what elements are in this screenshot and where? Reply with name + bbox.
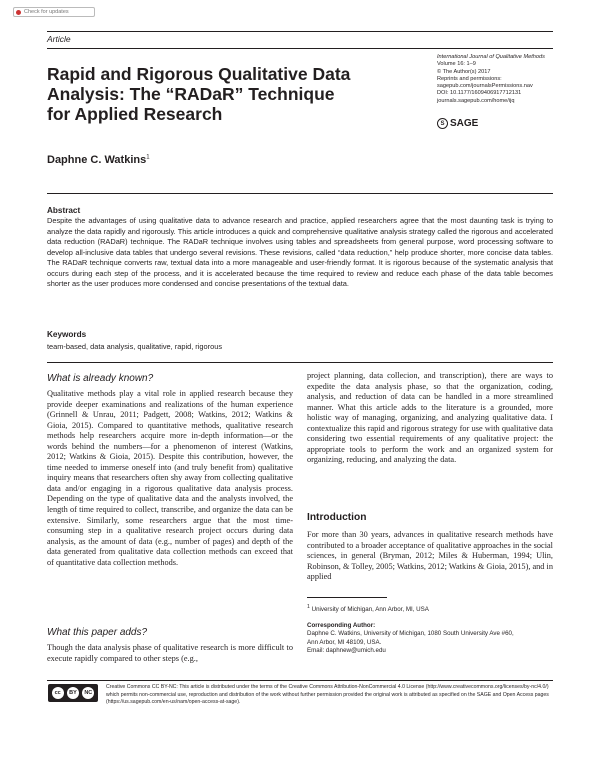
affil-mark: 1 xyxy=(307,604,310,610)
abstract-rule xyxy=(47,193,553,194)
corr-line: Daphne C. Watkins, University of Michigan, 1080 South University Ave #60, xyxy=(307,630,514,638)
abstract-heading: Abstract xyxy=(47,206,81,215)
introduction-heading: Introduction xyxy=(307,512,367,523)
adds-heading: What this paper adds? xyxy=(47,627,148,638)
known-heading: What is already known? xyxy=(47,373,154,384)
adds-text: Though the data analysis phase of qualitative research is more difficult to execute rapidly compared to other steps (e.g., xyxy=(47,643,293,663)
license-rule xyxy=(47,680,553,681)
abstract-text: Despite the advantages of using qualitative data to advance research and practice, applied researchers agree that the most daunting task is trying to analyze the data rapidly and rigorously. This article introduces a quick and comprehensive qualitative analysis strategy called the rigorous and accelerated data reduction (RADaR) technique. The RADaR technique involves using tables and spreadsheets from general purpose, word processing software to develop all-inclusive data tables that undergo several revisions. These revisions, called “data reduction,” help produce shorter, more concise data tables. The RADaR technique converts raw, textual data into a more manageable and user-friendly format. It is rigorous because of the systematic analysis that occurs during each step of the process, and it is accelerated because the time required to review and reduce each phase of the data table becomes shorter as the user produces more condensed and concise presentations of the textual data. xyxy=(47,216,553,288)
corr-heading: Corresponding Author: xyxy=(307,622,376,629)
author-name: Daphne C. Watkins xyxy=(47,154,147,166)
introduction-text: For more than 30 years, advances in qualitative research methods have contributed to a broader acceptance of qualitative approaches in the social sciences, in general (Bryman, 2012; Miles & Huberman, 1994; Ulin, Robinson, & Tolley, 2005; Watkins, 2012; Watkins & Gioia, 2015), and in applied xyxy=(307,530,553,582)
volume: Volume 16: 1–9 xyxy=(437,61,476,68)
title-line: Rapid and Rigorous Qualitative Data xyxy=(47,64,351,84)
author-line xyxy=(47,154,150,166)
sage-logo xyxy=(437,118,478,129)
badge-label: Check for updates xyxy=(24,9,69,15)
journal-name: International Journal of Qualitative Methods xyxy=(437,54,545,60)
article-type-label: Article xyxy=(47,34,71,44)
cc-icon: cc xyxy=(52,687,64,699)
top-rule xyxy=(47,31,553,32)
continued-text: project planning, data collecion, and transcription), there are ways to expedite the data analysis phase, so that the organization, coding, analysis, and reduction of data can be handled in a more streamlined manner. What this article adds to the literature is a grounded, more holistic way of managing, organizing, and analyzing qualitative data. I contextualize this rapid and rigorous strategy for use with qualitative data considering two essential requirements of any qualitative project: the appropriate tools to perform the work and an organized system for organizing, reducing, and analyzing the data. xyxy=(307,371,553,465)
footnote-rule xyxy=(307,597,387,598)
body-rule xyxy=(47,362,553,363)
sage-circle-icon: S xyxy=(437,118,448,129)
corr-line: Ann Arbor, MI 48109, USA. xyxy=(307,638,382,646)
journal-link[interactable]: journals.sagepub.com/home/ijq xyxy=(437,97,515,104)
check-for-updates-badge[interactable] xyxy=(13,7,95,17)
license-text: Creative Commons CC BY-NC: This article is distributed under the terms of the Creative Commons Attribution-NonCommercial 4.0 License (http://www.creativecommons.org/licenses/by-nc/4.0/) which permits non-commercial use, reproduction and distribution of the work without further permission provided the original work is attributed as specified on the SAGE and Open Access pages (https://us.sagepub.com/en-us/nam/open-access-at-sage). xyxy=(106,684,549,706)
cc-license-logo xyxy=(48,684,98,702)
title-line: for Applied Research xyxy=(47,104,223,124)
publisher-name: SAGE xyxy=(450,118,479,129)
journal-meta xyxy=(437,54,557,105)
doi[interactable]: DOI: 10.1177/1609406917712131 xyxy=(437,90,522,97)
update-icon xyxy=(16,10,21,15)
author-affil-mark: 1 xyxy=(146,154,150,161)
article-title xyxy=(47,64,387,124)
corresponding-author xyxy=(307,622,553,656)
known-text: Qualitative methods play a vital role in applied research because they provide deeper examinations and realizations of the human experience (Grinnell & Unrau, 2011; Padgett, 2008; Watkins, 2012; Watkins & Gioia, 2015). Compared to quantitative methods, qualitative research methods help researchers acquire more in-depth information—or the words behind the numbers—for a phenomenon of interest (Watkins, 2012; Watkins & Gioia, 2015). Despite this contribution, however, the time needed to immerse oneself into (and truly benefit from) qualitative inquiry means that researchers often shy away from collecting qualitative data and/or engaging in a rigorous qualitative data analysis process. Depending on the type of qualitative data and the analysts involved, the length of time required to collect, transcribe, and organize the data can be extensive. Similarly, some researchers argue that the most time-consuming step in a qualitative research project occurs during data analysis, as the amount of data (e.g., number of pages) and depth of the data generated from qualitative data collection methods can exceed that of quantitative data collection methods. xyxy=(47,389,293,567)
by-icon: BY xyxy=(67,687,79,699)
affiliation: University of Michigan, Ann Arbor, MI, USA xyxy=(311,606,429,614)
reprints: Reprints and permissions: xyxy=(437,75,502,82)
title-line: Analysis: The “RADaR” Technique xyxy=(47,84,335,104)
keywords-text: team-based, data analysis, qualitative, rapid, rigorous xyxy=(47,342,223,351)
reprints-link[interactable]: sagepub.com/journalsPermissions.nav xyxy=(437,83,533,90)
corr-email[interactable]: Email: daphnew@umich.edu xyxy=(307,647,386,655)
keywords-heading: Keywords xyxy=(47,330,87,339)
affiliation-note xyxy=(307,603,553,614)
copyright: © The Author(s) 2017 xyxy=(437,68,491,75)
nc-icon: NC xyxy=(82,687,94,699)
header-rule xyxy=(47,48,553,49)
